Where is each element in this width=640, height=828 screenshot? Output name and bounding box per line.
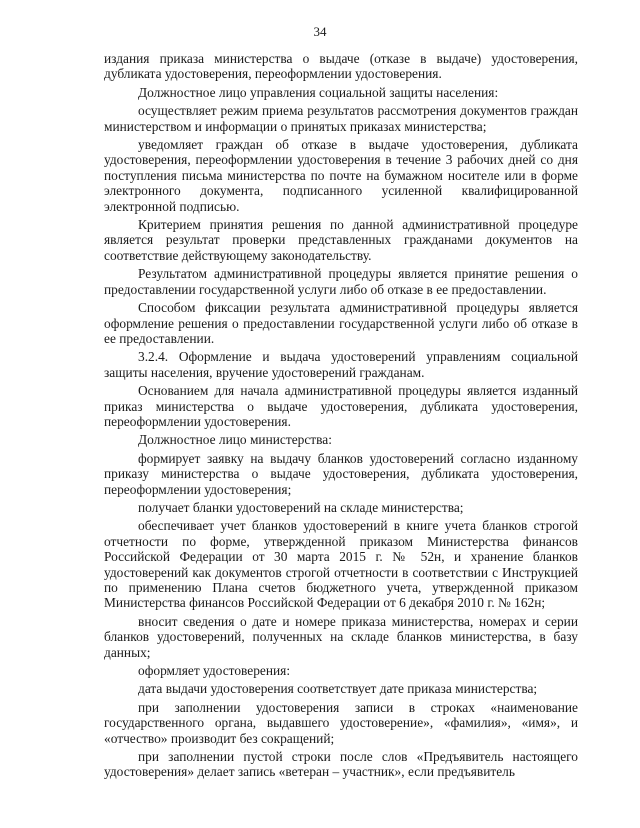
paragraph: Должностное лицо министерства: xyxy=(138,432,332,448)
paragraph: издания приказа министерства о выдаче (отказе в выдаче) удостоверения, дубликата удостоверения, переоформлении удостоверения. xyxy=(104,51,578,82)
paragraph: уведомляет граждан об отказе в выдаче удостоверения, дубликата удостоверения, переоформлении удостоверения в течение 3 рабочих дней со дня поступления письма министерства по почте на бумажном носителе или в форме электронного документа, подписанного усиленной квалифицированной электронной подписью. xyxy=(104,137,578,214)
section-heading: 3.2.4. Оформление и выдача удостоверений управлениям социальной защиты населения, вручение удостоверений гражданам. xyxy=(104,349,578,380)
paragraph: оформляет удостоверения: xyxy=(138,663,291,679)
paragraph: формирует заявку на выдачу бланков удостоверений согласно изданному приказу министерства о выдаче удостоверения, дубликата удостоверения, переоформлении удостоверения; xyxy=(104,450,578,497)
paragraph: Должностное лицо управления социальной защиты населения: xyxy=(138,84,499,100)
document-body xyxy=(104,51,578,783)
paragraph: обеспечивает учет бланков удостоверений в книге учета бланков строгой отчетности по форме, утвержденной приказом Министерства финансов Российской Федерации от 30 марта 2015 г. № 52н, и хранение бланков удостоверений как документов строгой отчетности в соответствии с Инструкцией по применению Плана счетов бюджетного учета, утвержденной приказом Министерства финансов Российской Федерации от 6 декабря 2010 г. № 162н; xyxy=(104,518,578,611)
paragraph: Способом фиксации результата административной процедуры является оформление решения о предоставлении государственной услуги либо об отказе в ее предоставлении. xyxy=(104,300,578,346)
paragraph: осуществляет режим приема результатов рассмотрения документов граждан министерством и информации о принятых приказах министерства; xyxy=(104,103,578,134)
paragraph: вносит сведения о дате и номере приказа министерства, номерах и серии бланков удостоверений, полученных на складе бланков министерства, в базу данных; xyxy=(104,613,578,660)
paragraph: получает бланки удостоверений на складе министерства; xyxy=(138,499,464,515)
paragraph: дата выдачи удостоверения соответствует дате приказа министерства; xyxy=(138,681,538,697)
page-number: 34 xyxy=(313,24,327,39)
paragraph: при заполнении удостоверения записи в строках «наименование государственного органа, выдавшего удостоверение», «фамилия», «имя», и «отчество» производит без сокращений; xyxy=(104,699,578,746)
paragraph: при заполнении пустой строки после слов «Предъявитель настоящего удостоверения» делает запись «ветеран – участник», если предъявитель xyxy=(104,749,578,780)
paragraph: Основанием для начала административной процедуры является изданный приказ министерства о выдаче удостоверения, дубликата удостоверения, переоформлении удостоверения. xyxy=(104,383,578,429)
paragraph: Результатом административной процедуры является принятие решения о предоставлении государственной услуги либо об отказе в ее предоставлении. xyxy=(104,266,578,297)
paragraph: Критерием принятия решения по данной административной процедуре является результат проверки представленных гражданами документов на соответствие действующему законодательству. xyxy=(104,217,578,263)
